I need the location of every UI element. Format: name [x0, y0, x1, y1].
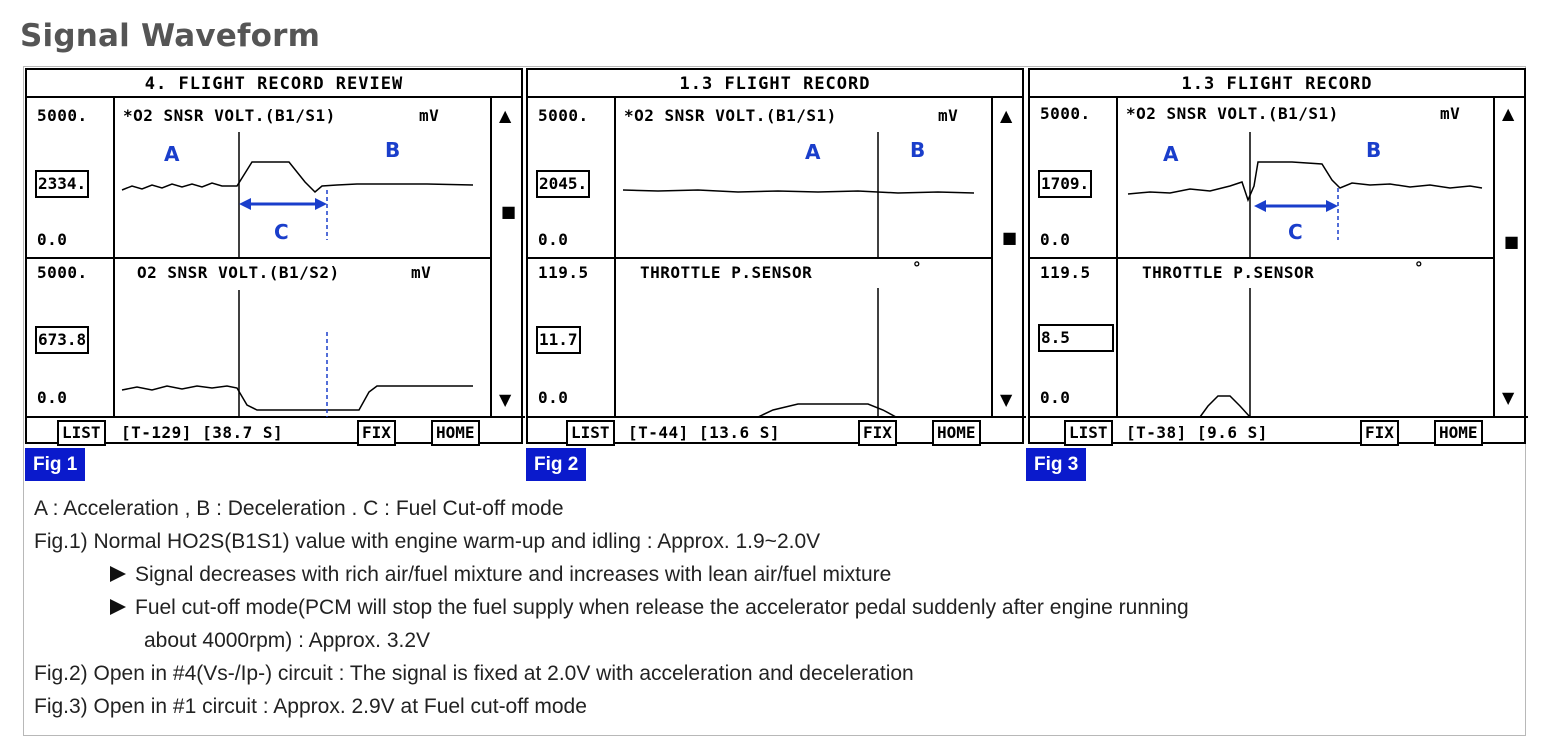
screen-title: 1.3 FLIGHT RECORD [1030, 70, 1524, 98]
scroll-thumb-icon[interactable]: ■ [1002, 228, 1018, 247]
home-button[interactable]: HOME [431, 420, 480, 446]
bottom-sensor-label: O2 SNSR VOLT.(B1/S2) [137, 263, 340, 282]
fig2-note: Fig.2) Open in #4(Vs-/Ip-) circuit : The signal is fixed at 2.0V with acceleration and deceleration [34, 662, 914, 685]
fig-2-tag: Fig 2 [526, 448, 586, 481]
top-max-value: 5000. [538, 106, 589, 125]
top-sensor-label: *O2 SNSR VOLT.(B1/S1) [123, 106, 336, 125]
bottom-max-value: 5000. [37, 263, 88, 282]
bottom-current-value: 8.5 [1038, 324, 1114, 352]
record-info: [T-129] [38.7 S] [121, 423, 284, 442]
scan-screen-fig3 [1028, 68, 1526, 444]
list-button[interactable]: LIST [1064, 420, 1113, 446]
fig1-bullet-1 [34, 558, 1189, 591]
legend-line: A : Acceleration , B : Deceleration . C : Fuel Cut-off mode [34, 497, 564, 520]
top-min-value: 0.0 [1040, 230, 1071, 249]
fix-button[interactable]: FIX [357, 420, 396, 446]
label-b: B [1366, 138, 1382, 162]
scroll-up-icon[interactable]: ▲ [1000, 106, 1013, 125]
screen-grid [27, 70, 525, 446]
bottom-min-value: 0.0 [37, 388, 68, 407]
label-a: A [1163, 142, 1179, 166]
screen-title: 4. FLIGHT RECORD REVIEW [27, 70, 521, 98]
top-current-value: 1709. [1038, 170, 1092, 198]
top-unit: mV [938, 106, 959, 125]
fig1-note: Fig.1) Normal HO2S(B1S1) value with engine warm-up and idling : Approx. 1.9~2.0V [34, 530, 821, 553]
top-max-value: 5000. [37, 106, 88, 125]
screen-title: 1.3 FLIGHT RECORD [528, 70, 1022, 98]
label-a: A [805, 140, 821, 164]
scroll-up-icon[interactable]: ▲ [499, 106, 512, 125]
scroll-down-icon[interactable]: ▼ [499, 390, 512, 409]
label-b: B [910, 138, 926, 162]
scroll-down-icon[interactable]: ▼ [1502, 388, 1515, 407]
bottom-sensor-label: THROTTLE P.SENSOR [1142, 263, 1315, 282]
record-info: [T-38] [9.6 S] [1126, 423, 1268, 442]
bottom-sensor-label: THROTTLE P.SENSOR [640, 263, 813, 282]
top-current-value: 2045. [536, 170, 590, 198]
top-min-value: 0.0 [538, 230, 569, 249]
top-unit: mV [419, 106, 440, 125]
bottom-min-value: 0.0 [1040, 388, 1071, 407]
fig-3-tag: Fig 3 [1026, 448, 1086, 481]
fig1-bullet-2-text: Fuel cut-off mode(PCM will stop the fuel supply when release the accelerator pedal suddenly after engine running [135, 596, 1189, 619]
scroll-up-icon[interactable]: ▲ [1502, 104, 1515, 123]
top-current-value: 2334. [35, 170, 89, 198]
bottom-unit: mV [411, 263, 432, 282]
page-title: Signal Waveform [20, 18, 321, 54]
bottom-min-value: 0.0 [538, 388, 569, 407]
top-sensor-label: *O2 SNSR VOLT.(B1/S1) [1126, 104, 1339, 123]
bottom-unit: ° [912, 258, 923, 277]
scan-screen-fig2 [526, 68, 1024, 444]
scroll-down-icon[interactable]: ▼ [1000, 390, 1013, 409]
label-c: C [1288, 220, 1303, 244]
fix-button[interactable]: FIX [1360, 420, 1399, 446]
fig1-bullet-2 [34, 591, 1189, 624]
list-button[interactable]: LIST [566, 420, 615, 446]
screen-grid [1030, 70, 1528, 446]
bottom-max-value: 119.5 [1040, 263, 1091, 282]
fig3-note: Fig.3) Open in #1 circuit : Approx. 2.9V at Fuel cut-off mode [34, 695, 587, 718]
top-max-value: 5000. [1040, 104, 1091, 123]
waveform-top [1128, 162, 1482, 200]
scroll-thumb-icon[interactable]: ■ [1504, 232, 1520, 251]
record-info: [T-44] [13.6 S] [628, 423, 780, 442]
label-b: B [385, 138, 401, 162]
top-min-value: 0.0 [37, 230, 68, 249]
top-unit: mV [1440, 104, 1461, 123]
waveform-top [623, 190, 974, 193]
waveform-bottom [1200, 396, 1250, 417]
home-button[interactable]: HOME [932, 420, 981, 446]
scan-screen-fig1 [25, 68, 523, 444]
bullet-triangle-icon [110, 566, 126, 582]
bottom-current-value: 673.8 [35, 326, 89, 354]
label-c: C [274, 220, 289, 244]
waveform-top [122, 162, 473, 192]
scroll-thumb-icon[interactable]: ■ [501, 202, 517, 221]
screen-grid [528, 70, 1026, 446]
waveform-bottom [623, 404, 896, 417]
list-button[interactable]: LIST [57, 420, 106, 446]
fix-button[interactable]: FIX [858, 420, 897, 446]
bullet-triangle-icon [110, 599, 126, 615]
bottom-max-value: 119.5 [538, 263, 589, 282]
notes-section [34, 492, 1189, 723]
label-a: A [164, 142, 180, 166]
fig1-bullet-2-cont: about 4000rpm) : Approx. 3.2V [144, 629, 431, 652]
top-sensor-label: *O2 SNSR VOLT.(B1/S1) [624, 106, 837, 125]
bottom-unit: ° [1414, 258, 1425, 277]
home-button[interactable]: HOME [1434, 420, 1483, 446]
waveform-bottom [122, 386, 473, 410]
bottom-current-value: 11.7 [536, 326, 581, 354]
fig-1-tag: Fig 1 [25, 448, 85, 481]
fig1-bullet-1-text: Signal decreases with rich air/fuel mixture and increases with lean air/fuel mixture [135, 563, 892, 586]
